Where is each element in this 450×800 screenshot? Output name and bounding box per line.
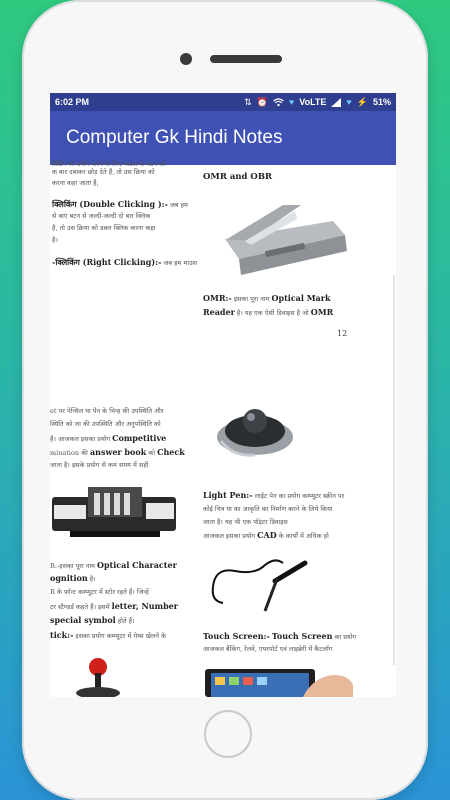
ko-word: को	[148, 449, 156, 457]
omr-line-1	[203, 293, 331, 305]
light-pen-line-5: जाता है। इसके प्रयोग से कम समय में सही	[50, 461, 149, 469]
ki-word: की	[81, 449, 88, 457]
ocr-text-1: R:-इसका पूरा नाम	[50, 562, 95, 570]
left-column	[50, 160, 198, 697]
front-camera	[180, 53, 192, 65]
touchscreen-tablet-image	[203, 665, 353, 697]
home-button[interactable]	[204, 710, 252, 758]
ocr-bold-1: Optical Character	[96, 560, 177, 570]
data-sync-icon: ⇅	[244, 96, 252, 107]
double-click-title: क्लिकिंग (Double Clicking ):-	[52, 199, 168, 209]
joystick-title: tick:-	[50, 630, 74, 640]
ocr-line-1	[50, 560, 177, 572]
double-click-line-1	[52, 199, 188, 211]
light-pen-title: Light Pen:-	[203, 490, 253, 500]
signal-icon	[331, 98, 341, 107]
ocr-line-4	[50, 601, 178, 613]
touch-screen-line-2: आजकल बैंकिंग, रेलवे, एयरपोर्ट एवं लाइब्रेरी में कैटलॉग	[203, 645, 333, 653]
touch-screen-line-1	[203, 631, 356, 643]
right-click-title: -क्लिकिंग (Right Clicking):-	[52, 257, 162, 267]
phone-screen	[50, 93, 396, 697]
joystick-image	[74, 655, 124, 697]
light-pen-line-3	[50, 433, 166, 445]
ocr-bold-4: special symbol	[50, 615, 116, 625]
ocr-scanner-image	[50, 483, 180, 541]
touch-screen-bold: Touch Screen	[271, 631, 333, 641]
light-pen-right-line-4	[203, 530, 329, 542]
heart-icon-2: ♥	[346, 96, 352, 107]
ocr-bold-2: ognition	[50, 573, 88, 583]
ocr-text-5: होते हैं।	[117, 617, 135, 625]
page-number: 12	[337, 329, 348, 338]
omr-text-1: इसका पूरा नाम	[233, 295, 270, 303]
battery-charging-icon: ⚡	[356, 96, 368, 107]
earpiece-speaker	[210, 55, 282, 63]
left-line-1: क बार दबाकर छोड़ देते हैं, तो उस क्रिया को	[52, 168, 155, 176]
joystick-line	[50, 630, 166, 642]
status-bar	[50, 93, 396, 111]
wifi-icon	[273, 98, 284, 107]
omr-bold-1: Optical Mark	[271, 293, 331, 303]
light-pen-right-line-1	[203, 490, 344, 502]
omr-text-2: है। यह एक ऐसी डिवाइस है जो	[236, 309, 309, 317]
app-title: Computer Gk Hindi Notes	[66, 127, 283, 148]
alarm-icon: ⏰	[256, 96, 268, 107]
omr-bold-3: OMR	[310, 307, 334, 317]
omr-heading: OMR and OBR	[203, 172, 273, 182]
answer-book-word: answer book	[89, 447, 147, 457]
touch-screen-title: Touch Screen:-	[203, 631, 270, 641]
light-pen-right-text-4: आजकल इसका प्रयोग	[203, 532, 256, 540]
omr-bold-2: Reader	[203, 307, 235, 317]
light-pen-text-3: है। आजकल इसका प्रयोग	[50, 435, 111, 443]
battery-level: 51%	[372, 97, 391, 107]
joystick-text: इसका प्रयोग कम्प्यूटर में गेम्स खेलने के	[75, 632, 167, 640]
notes-page-image[interactable]	[50, 160, 396, 697]
left-line-2: करना कहा जाता है,	[52, 179, 99, 187]
light-pen-line-4	[50, 447, 185, 459]
double-click-line-2: से बाएं बटन से जल्दी-जल्दी दो बार क्लिक	[52, 212, 151, 220]
competitive-word: Competitive	[112, 433, 167, 443]
trackball-mouse-image	[213, 397, 297, 461]
touch-screen-text-1: का प्रयोग	[334, 633, 357, 641]
heart-icon: ♥	[288, 96, 295, 107]
omr-scanner-image	[205, 199, 353, 281]
light-pen-line-1: et पर पेन्सिल या पेन के चिन्ह की उपस्थिति और	[50, 407, 164, 415]
double-click-line-4: है।	[52, 236, 58, 244]
ocr-line-3: R के फ़ॉन्ट कम्प्यूटर में स्टोर रहते हैं। जिन्हें	[50, 588, 149, 596]
cad-word: CAD	[257, 530, 277, 540]
network-label: VoLTE	[299, 97, 327, 107]
ocr-text-2: है।	[89, 575, 96, 583]
check-word: Check	[157, 447, 185, 457]
right-click-line	[52, 257, 197, 269]
ocr-text-4: टर स्टैण्डर्ड कहते हैं। इसमें	[50, 603, 110, 611]
app-bar	[50, 111, 396, 165]
ocr-line-2	[50, 573, 96, 585]
status-icons	[244, 97, 391, 107]
mination-word: mination	[50, 449, 80, 457]
light-pen-right-text-1: लाईट पेन का प्रयोग कम्प्यूटर स्क्रीन पर	[254, 492, 345, 500]
right-click-text: जब हम माउस	[163, 259, 198, 267]
light-pen-line-2: स्थिति को जा की उपस्थिति और अनुपस्थिति को	[50, 420, 161, 428]
ocr-bold-3: letter, Number	[111, 601, 178, 611]
omr-line-2	[203, 307, 333, 319]
phone-frame	[22, 0, 428, 800]
light-pen-right-text-5: के कार्यों में अधिक हो	[278, 532, 329, 540]
omr-title: OMR:-	[203, 293, 232, 303]
status-time: 6:02 PM	[55, 97, 90, 107]
light-pen-image	[205, 557, 315, 617]
right-column	[203, 165, 357, 697]
ocr-line-5	[50, 615, 135, 627]
light-pen-right-line-3: जाता है। यह भी एक पॉइंटर डिवाइस	[203, 518, 288, 526]
light-pen-right-line-2: कोई चित्र या का आकृति का निर्माण करने के लिये किया	[203, 505, 333, 513]
page-edge-shadow	[393, 275, 395, 665]
left-line-0: प्रिंटिंग को प्रयोग करने के लिए माउस के बटन को	[52, 160, 166, 168]
double-click-text-1: जब हम	[169, 201, 188, 209]
double-click-line-3: है, तो उस क्रिया को डबल क्लिक करना कहा	[52, 224, 156, 232]
